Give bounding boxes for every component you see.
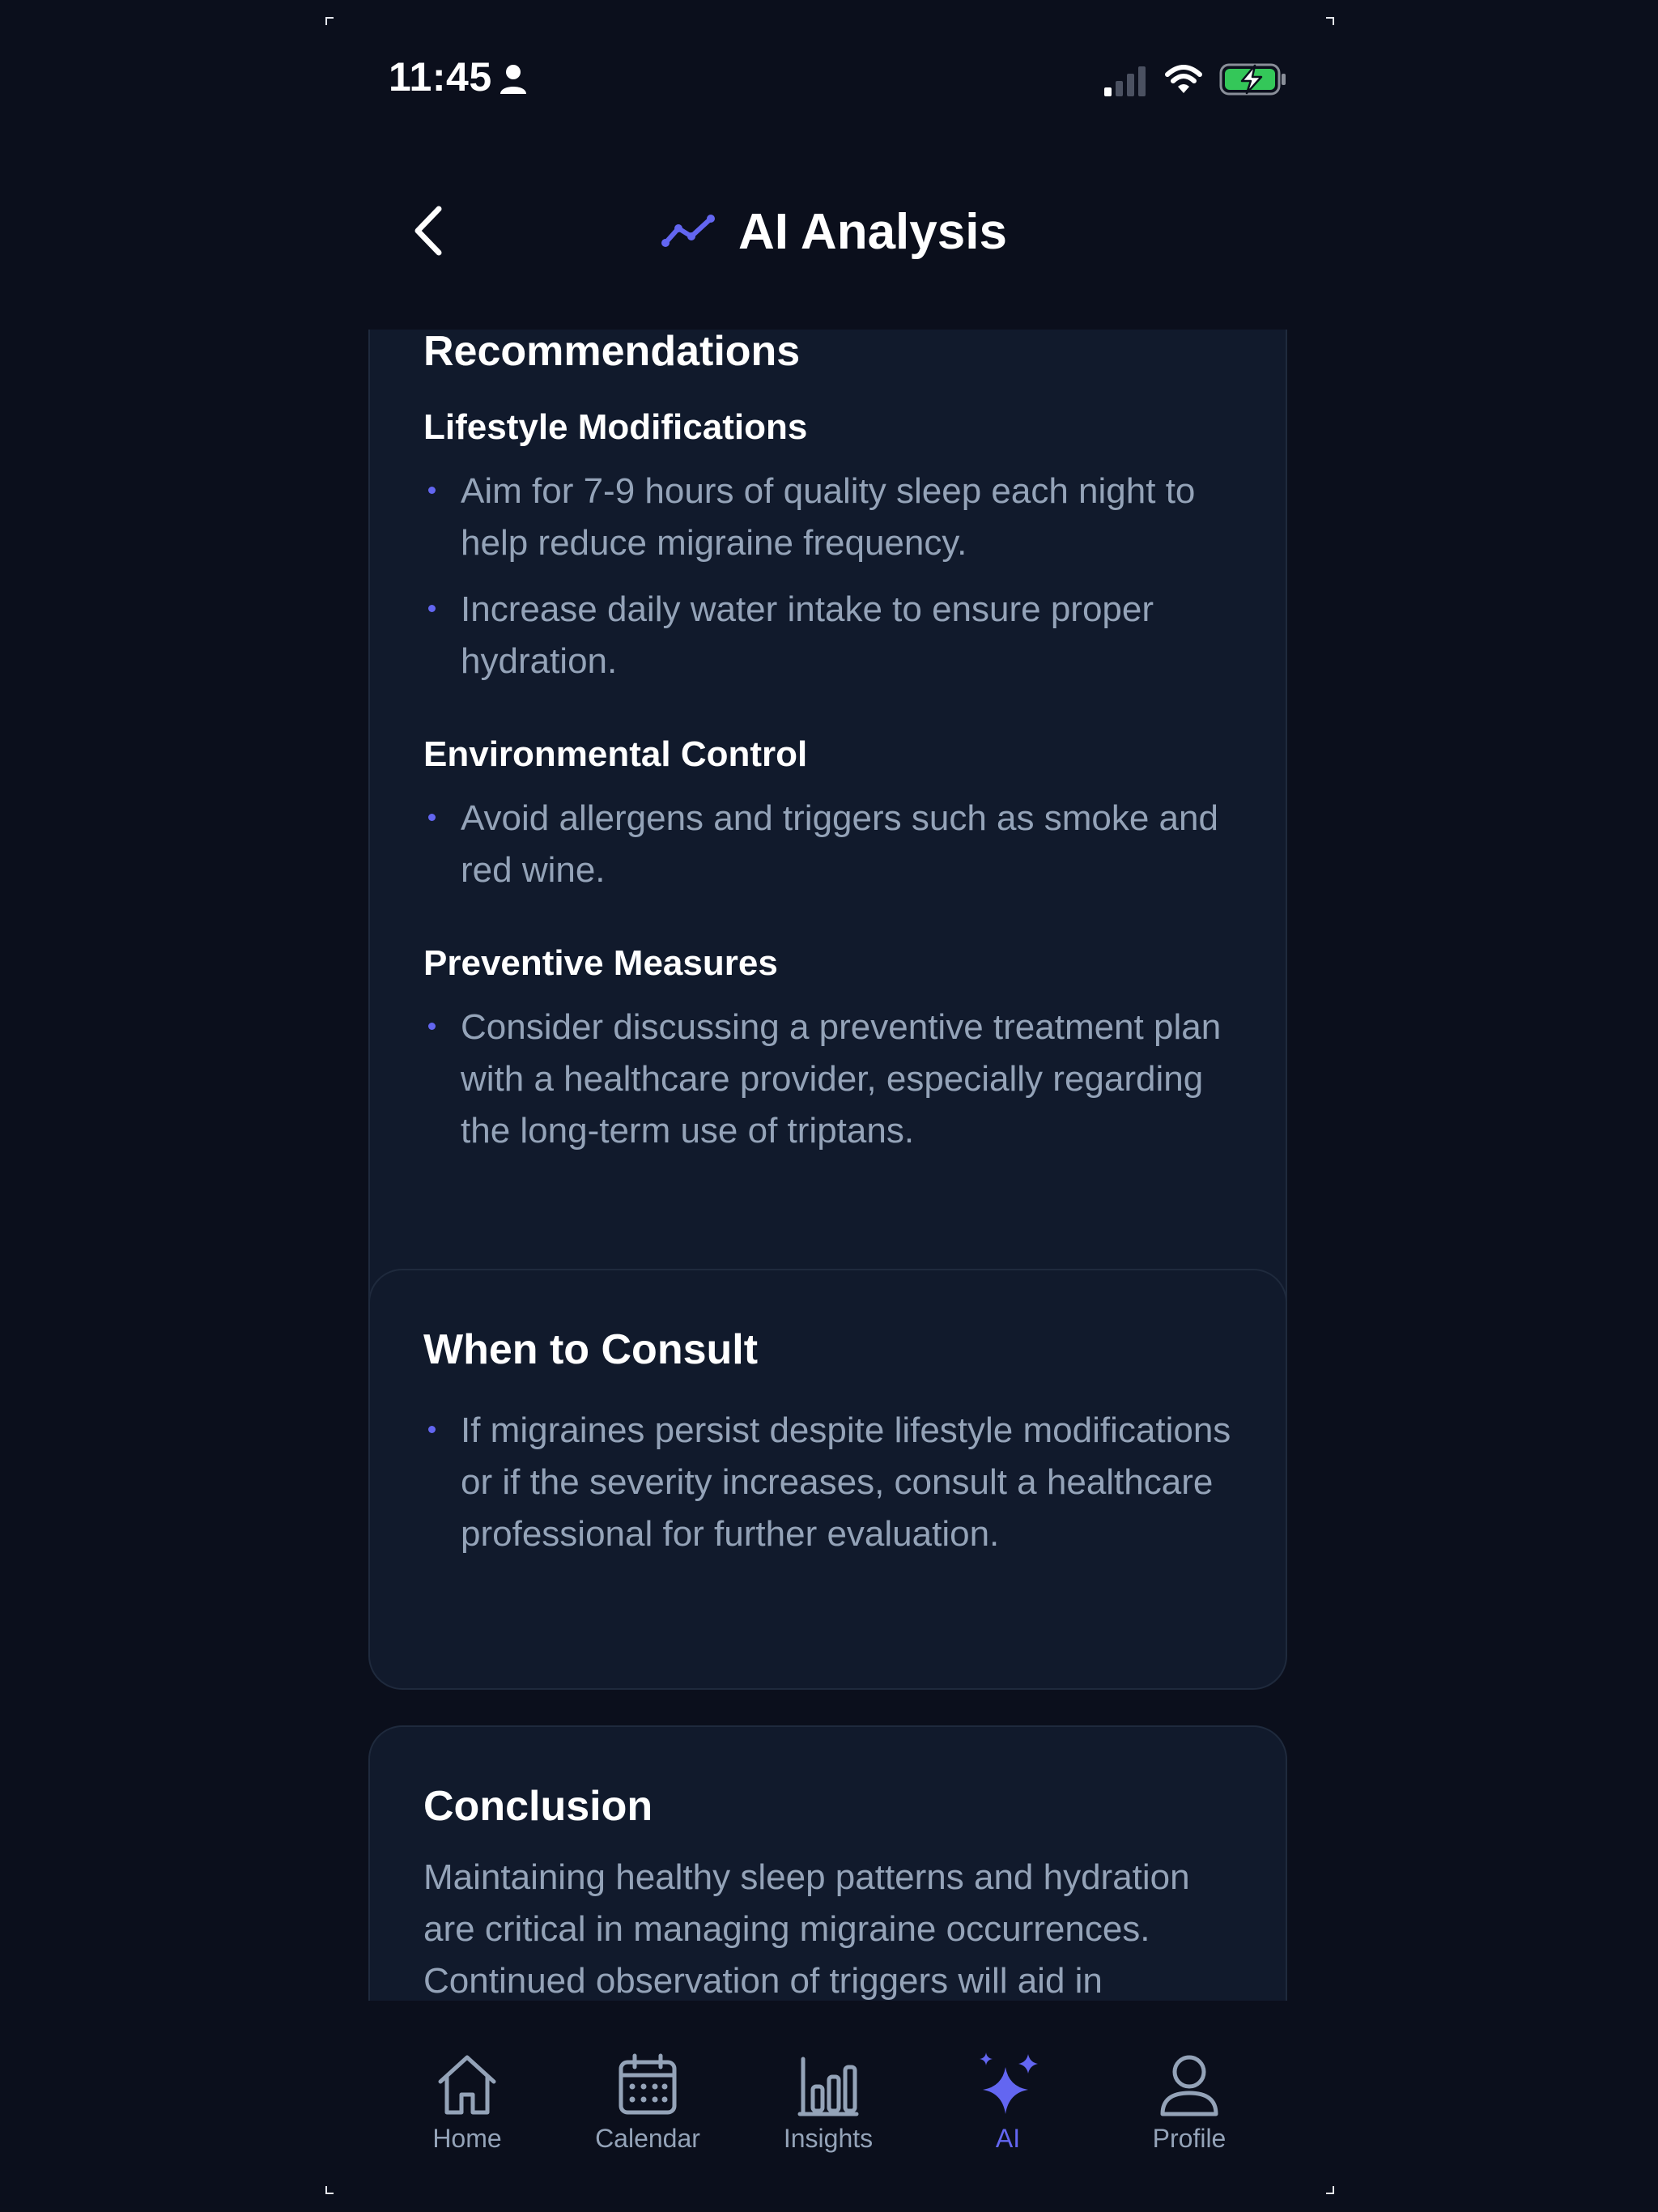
sparkles-icon <box>973 2049 1043 2119</box>
wifi-icon <box>1164 63 1203 96</box>
tab-ai[interactable] <box>927 2001 1089 2155</box>
frame-corner-bottom-left <box>325 2186 334 2194</box>
status-time: 11:45 <box>389 54 492 100</box>
bullet-dot <box>428 605 436 612</box>
conclusion-text: Maintaining healthy sleep patterns and hydration are critical in managing migraine occurrences. Continued observation of triggers will aid in <box>423 1857 1190 2001</box>
section-title-lifestyle: Lifestyle Modifications <box>423 407 808 447</box>
frame-corner-bottom-right <box>1326 2186 1334 2194</box>
frame-corner-top-right <box>1326 17 1334 25</box>
chevron-left-icon <box>405 202 453 259</box>
bullet-dot <box>428 487 436 494</box>
bullet-dot <box>428 1426 436 1433</box>
top-navigation-bar <box>324 186 1332 275</box>
tab-label: Profile <box>1152 2124 1226 2153</box>
conclusion-title: Conclusion <box>423 1783 653 1830</box>
home-icon <box>432 2049 502 2119</box>
tab-label: Insights <box>783 2124 874 2153</box>
cellular-signal-icon <box>1104 65 1148 97</box>
tab-label: Calendar <box>595 2124 700 2153</box>
bullet-dot <box>428 814 436 821</box>
tab-profile[interactable] <box>1108 2001 1270 2155</box>
bar-chart-icon <box>793 2049 863 2119</box>
status-bar <box>389 50 1287 115</box>
list-item-text: Aim for 7-9 hours of quality sleep each night to help reduce migraine frequency. <box>461 471 1196 563</box>
when-to-consult-title: When to Consult <box>423 1326 759 1373</box>
page-title-group <box>661 201 1007 262</box>
calendar-icon <box>613 2049 682 2119</box>
list-item-text: Avoid allergens and triggers such as smoke and red wine. <box>461 798 1218 890</box>
recommendations-title: Recommendations <box>423 330 801 375</box>
analysis-scroll-view[interactable] <box>368 330 1289 2001</box>
section-title-environmental: Environmental Control <box>423 734 808 774</box>
frame-corner-top-left <box>325 17 334 25</box>
list-item-text: Consider discussing a preventive treatment plan with a healthcare provider, especially regarding the long-term use of triptans. <box>461 1007 1222 1151</box>
person-icon <box>1154 2049 1224 2119</box>
tab-home[interactable] <box>386 2001 548 2155</box>
bottom-tab-bar <box>368 2001 1289 2163</box>
tab-insights[interactable] <box>747 2001 909 2155</box>
back-button[interactable] <box>405 202 453 259</box>
tab-label: AI <box>995 2124 1021 2153</box>
trend-line-icon <box>661 214 717 249</box>
person-icon <box>499 63 528 96</box>
list-item-text: If migraines persist despite lifestyle modifications or if the severity increases, consult a healthcare professional for further evaluation. <box>461 1410 1231 1554</box>
tab-label: Home <box>432 2124 502 2153</box>
page-title: AI Analysis <box>738 203 1007 260</box>
bullet-dot <box>428 1023 436 1030</box>
when-to-consult-card <box>368 1269 1287 1690</box>
list-item-text: Increase daily water intake to ensure proper hydration. <box>461 589 1154 681</box>
battery-charging-icon <box>1219 62 1287 97</box>
section-title-preventive: Preventive Measures <box>423 943 778 983</box>
tab-calendar[interactable] <box>567 2001 729 2155</box>
conclusion-card <box>368 1725 1287 2001</box>
